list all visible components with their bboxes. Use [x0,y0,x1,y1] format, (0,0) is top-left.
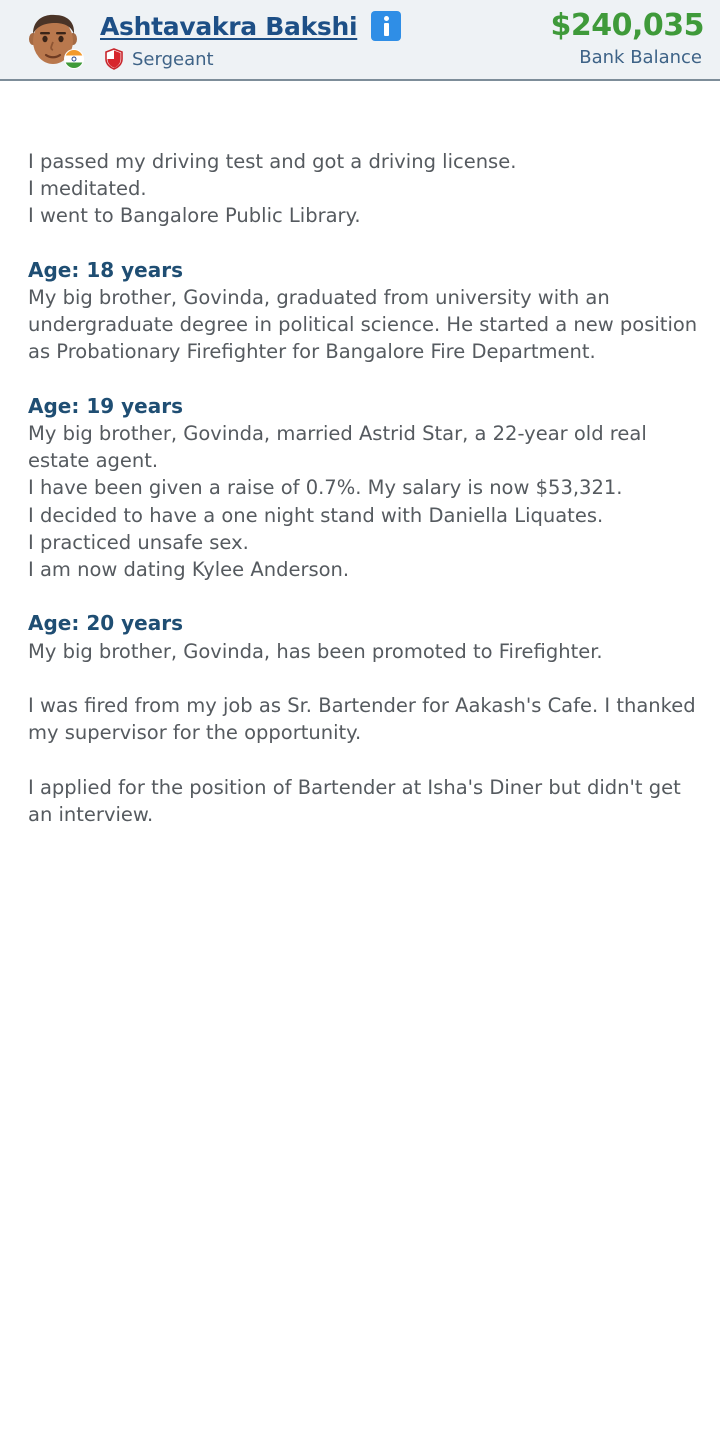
log-entry: I practiced unsafe sex. [28,530,249,554]
log-entry: I meditated. [28,177,147,201]
player-name-link[interactable]: Ashtavakra Bakshi [100,11,358,41]
log-entry: My big brother, Govinda, married Astrid Star, a 22-year old real estate agent. [28,422,647,473]
log-entry: I am now dating Kylee Anderson. [28,558,350,582]
rank-label: Sergeant [132,48,214,70]
age-heading: Age: 19 years [28,393,183,418]
life-event-log[interactable] [28,148,698,864]
man-avatar-icon[interactable] [28,12,84,70]
log-entry: My big brother, Govinda, graduated from university with an undergraduate degree in political science. He started a new position as Probationary Firefighter for Bangalore Fire Department. [28,286,698,364]
age-heading: Age: 18 years [28,257,183,282]
bank-balance-label: Bank Balance [579,47,702,68]
log-entry: I have been given a raise of 0.7%. My salary is now $53,321. [28,476,623,500]
shield-badge-icon [104,48,124,70]
log-entry: I went to Bangalore Public Library. [28,204,361,228]
rank-row [104,46,214,72]
name-row [100,8,401,44]
log-entry: I decided to have a one night stand with Daniella Liquates. [28,503,604,527]
top-bar [0,0,720,81]
bank-balance-value: $240,035 [550,8,704,43]
age-heading: Age: 20 years [28,611,183,636]
log-entry: My big brother, Govinda, has been promoted to Firefighter. [28,639,603,663]
info-icon[interactable] [371,11,401,41]
log-entry: I applied for the position of Bartender at Isha's Diner but didn't get an interview. [28,775,681,826]
india-flag-icon [64,49,84,70]
log-entry: I passed my driving test and got a driving license. [28,150,517,173]
log-entry: I was fired from my job as Sr. Bartender for Aakash's Cafe. I thanked my supervisor for the opportunity. [28,694,696,745]
